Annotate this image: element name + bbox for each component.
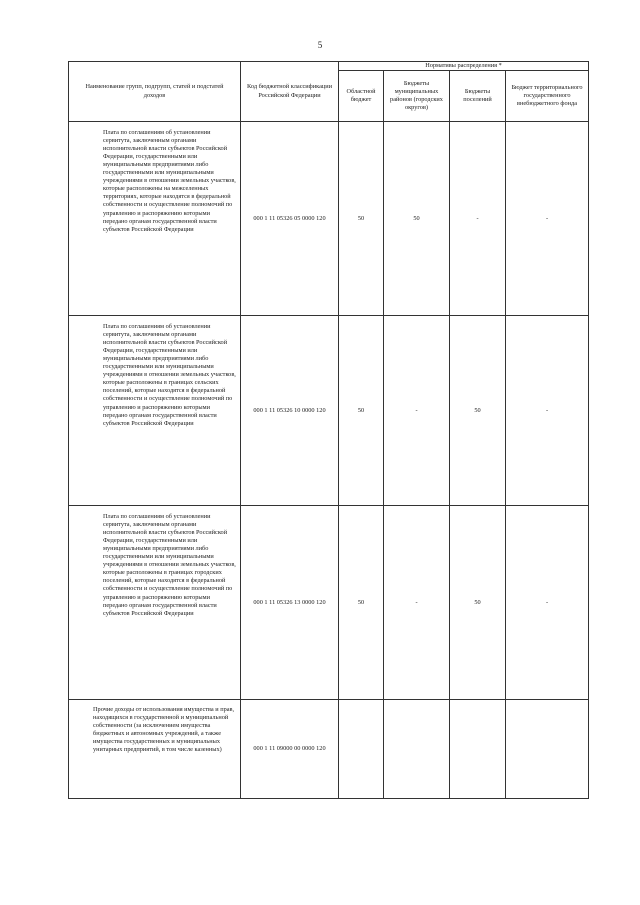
row-name: Плата по соглашениям об установлении сервитута, заключенным органами исполнительной власти субъектов Российской Федерации, государственными или муниципальными предприятиями либо государственными или муниципальными учреждениями в отношении земельных участков, которые расположены в границах городских поселений, которые находятся в федеральной собственности и осуществление полномочий по управлению и распоряжению которыми передано органам государственной власти субъектов Российской Федерации (69, 506, 241, 700)
row-settlements: 50 (450, 316, 506, 506)
header-distribution-norms: Нормативы распределения * (339, 62, 589, 71)
row-fund: - (506, 506, 589, 700)
table-row (69, 506, 589, 700)
row-regional: 50 (339, 122, 384, 316)
row-municipal: - (384, 506, 450, 700)
row-municipal (384, 700, 450, 799)
page-number: 5 (317, 40, 323, 50)
header-code: Код бюджетной классификации Российской Федерации (241, 62, 339, 122)
row-code: 000 1 11 05326 13 0000 120 (241, 506, 339, 700)
row-municipal: - (384, 316, 450, 506)
row-fund (506, 700, 589, 799)
row-name: Плата по соглашениям об установлении сервитута, заключенным органами исполнительной власти субъектов Российской Федерации, государственными или муниципальными предприятиями либо государственными или муниципальными учреждениями в отношении земельных участков, которые расположены на межселенных территориях, которые находятся в федеральной собственности и осуществление полномочий по управлению и распоряжению которыми передано органам государственной власти субъектов Российской Федерации (69, 122, 241, 316)
row-code: 000 1 11 05326 05 0000 120 (241, 122, 339, 316)
row-settlements (450, 700, 506, 799)
header-municipal: Бюджеты муниципальных районов (городских округов) (384, 71, 450, 122)
row-regional: 50 (339, 316, 384, 506)
header-name: Наименование групп, подгрупп, статей и подстатей доходов (69, 62, 241, 122)
row-regional: 50 (339, 506, 384, 700)
header-fund: Бюджет территориального государственного внебюджетного фонда (506, 71, 589, 122)
row-settlements: 50 (450, 506, 506, 700)
header-regional: Областной бюджет (339, 71, 384, 122)
row-code: 000 1 11 09000 00 0000 120 (241, 700, 339, 799)
row-fund: - (506, 122, 589, 316)
row-name: Прочие доходы от использования имущества и прав, находящихся в государственной и муниципальной собственности (за исключением имущества бюджетных и автономных учреждений, а также имущества государственных и муниципальных унитарных предприятий, в том числе казенных) (69, 700, 241, 799)
header-settlements: Бюджеты поселений (450, 71, 506, 122)
row-settlements: - (450, 122, 506, 316)
row-code: 000 1 11 05326 10 0000 120 (241, 316, 339, 506)
row-municipal: 50 (384, 122, 450, 316)
header-row-group (69, 62, 589, 71)
row-regional (339, 700, 384, 799)
table-row (69, 700, 589, 799)
row-name: Плата по соглашениям об установлении сервитута, заключенным органами исполнительной власти субъектов Российской Федерации, государственными или муниципальными предприятиями либо государственными или муниципальными учреждениями в отношении земельных участков, которые расположены в границах сельских поселений, которые находятся в федеральной собственности и осуществление полномочий по управлению и распоряжению которыми передано органам государственной власти субъектов Российской Федерации (69, 316, 241, 506)
revenue-distribution-table (68, 61, 589, 799)
table-row (69, 122, 589, 316)
row-fund: - (506, 316, 589, 506)
table-row (69, 316, 589, 506)
